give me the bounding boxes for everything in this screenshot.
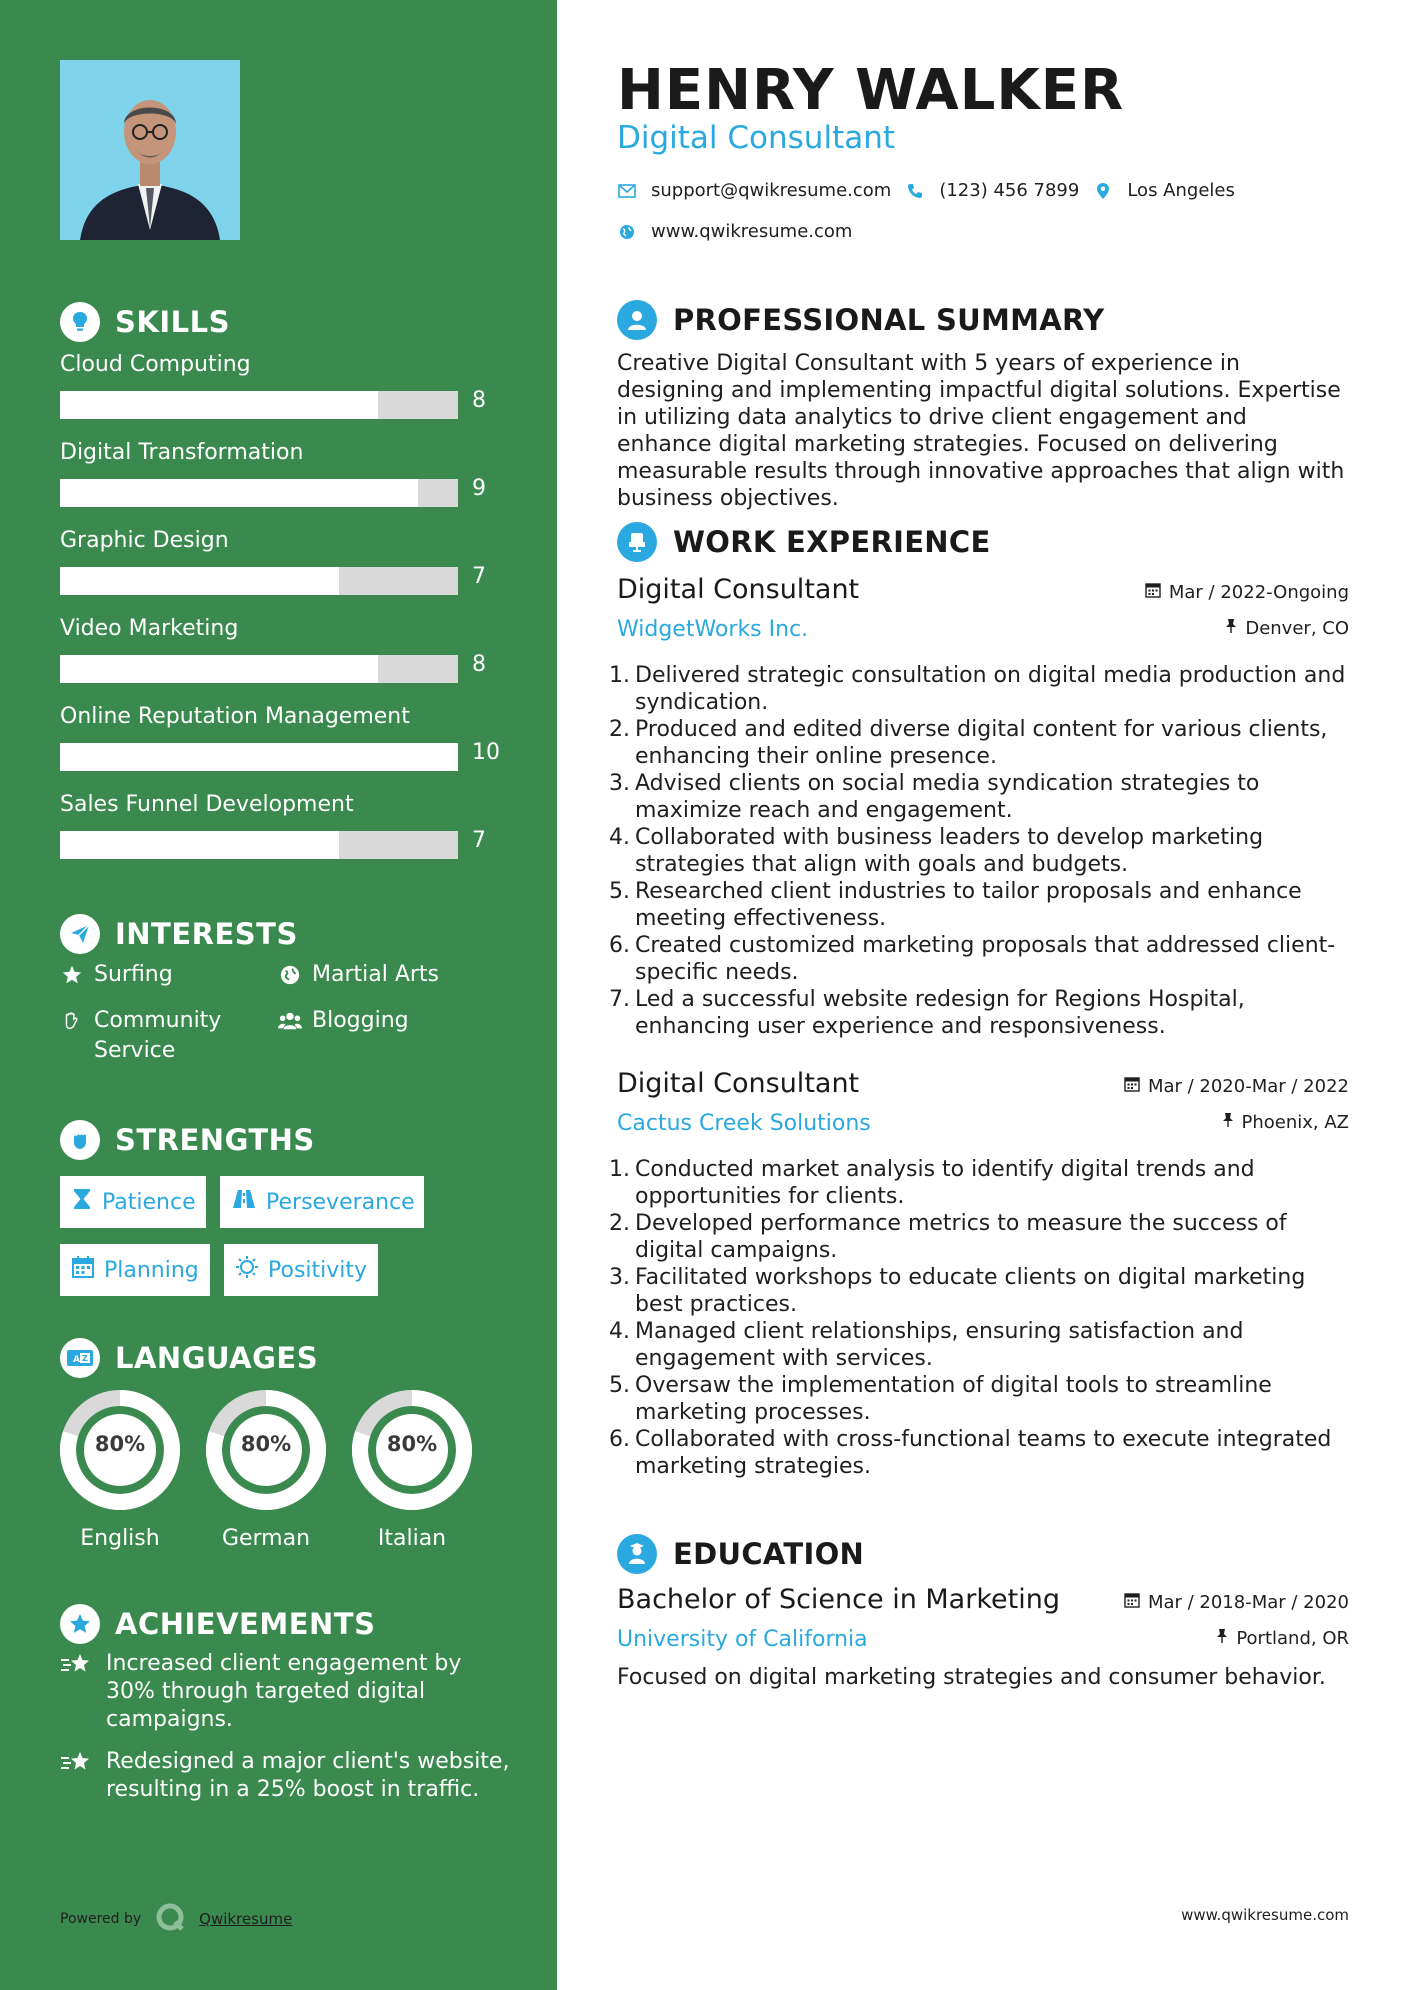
job-entry [609,1068,1349,1480]
skill-bar-fill [60,831,339,859]
summary-text: Creative Digital Consultant with 5 years of experience in designing and implementing impactful digital solutions. Expertise in utilizing data analytics to drive client engagement and enhance digital marketing strategies. Focused on delivering measurable results through innovative approaches that align with business objectives. [617,351,1345,511]
job-date-text: Mar / 2020-Mar / 2022 [1147,1076,1349,1097]
education-description: Focused on digital marketing strategies and consumer behavior. [617,1665,1326,1690]
skill-score: 8 [472,652,486,677]
list-item: 6. Created customized marketing proposals that addressed client-specific needs. [609,933,1336,985]
achievements-list [60,1650,510,1818]
education-heading [617,1534,864,1574]
job-location-text: Denver, CO [1245,618,1349,639]
job-location [1225,618,1349,639]
strengths-title: STRENGTHS [115,1123,315,1157]
interests-title: INTERESTS [115,917,298,951]
list-item: 3. Advised clients on social media syndication strategies to maximize reach and engagement. [609,771,1260,823]
language-icon [60,1338,100,1378]
language-item [204,1388,328,1551]
skill-item [60,702,500,790]
contact-phone[interactable]: (123) 456 7899 [939,180,1080,201]
interest-item [60,960,173,990]
languages-list [58,1388,498,1558]
skill-bar-fill [60,655,378,683]
language-name: Italian [377,1526,447,1551]
language-percent: 80% [94,1432,146,1456]
briefcase-icon [617,522,657,562]
interest-label: Service [94,1038,176,1063]
calendar-icon [1124,1592,1140,1613]
summary-title: PROFESSIONAL SUMMARY [673,303,1105,337]
skill-score: 7 [472,564,486,589]
globe-icon [278,960,302,990]
job-responsibilities [609,1156,1349,1480]
education-location-text: Portland, OR [1236,1628,1349,1649]
paper-plane-icon [60,914,100,954]
job-company: Cactus Creek Solutions [617,1111,871,1136]
skill-score: 7 [472,828,486,853]
pushpin-icon [1216,1628,1228,1649]
users-icon [278,1006,302,1036]
summary-heading [617,300,1104,340]
interest-label: Surfing [94,962,173,987]
skill-item [60,350,500,438]
envelope-icon [617,184,637,198]
skill-bar-fill [60,479,418,507]
job-company: WidgetWorks Inc. [617,617,809,642]
job-date-text: Mar / 2022-Ongoing [1168,582,1349,603]
sun-icon [236,1256,258,1284]
list-item: 1. Conducted market analysis to identify digital trends and opportunities for clients. [609,1157,1255,1209]
languages-heading [60,1338,318,1378]
job-title: Digital Consultant [617,1068,860,1099]
job-title: Digital Consultant [617,574,860,605]
interest-item [278,1006,409,1036]
graduate-icon [617,1534,657,1574]
strength-chip [220,1176,424,1228]
skill-name: Video Marketing [60,616,239,641]
hourglass-icon [72,1188,92,1216]
powered-by-label: Powered by [60,1911,142,1927]
job-date [1145,582,1349,603]
interest-label: Martial Arts [312,962,440,987]
skill-score: 9 [472,476,486,501]
achievement-text: Redesigned a major client's website, resulting in a 25% boost in traffic. [106,1749,510,1802]
education-title: EDUCATION [673,1537,865,1571]
fist-icon [60,1120,100,1160]
skill-name: Graphic Design [60,528,229,553]
job-responsibilities [609,662,1349,1040]
education-degree: Bachelor of Science in Marketing [617,1584,1060,1615]
interest-label: Community [94,1008,222,1033]
skills-heading [60,302,230,342]
education-location [1216,1628,1349,1649]
list-item: 2. Developed performance metrics to measure the success of digital campaigns. [609,1211,1287,1263]
skill-bar [60,743,458,771]
shooting-star-icon [60,1748,96,1804]
strength-chip [60,1244,210,1296]
skill-name: Online Reputation Management [60,704,410,729]
footer-website[interactable]: www.qwikresume.com [1181,1906,1349,1924]
experience-title: WORK EXPERIENCE [673,525,991,559]
list-item: 5. Oversaw the implementation of digital tools to streamline marketing processes. [609,1373,1272,1425]
job-entry [609,574,1349,1040]
list-item: 6. Collaborated with cross-functional teams to execute integrated marketing strategies. [609,1427,1332,1479]
candidate-role: Digital Consultant [617,120,896,156]
candidate-name: HENRY WALKER [617,58,1125,123]
contact-location: Los Angeles [1127,180,1235,201]
phone-icon [905,183,925,199]
star-badge-icon [60,1604,100,1644]
skill-bar [60,655,458,683]
skills-title: SKILLS [115,305,230,339]
skill-score: 8 [472,388,486,413]
skill-item [60,438,500,526]
contact-row [617,180,1235,201]
pushpin-icon [1225,618,1237,639]
skill-item [60,614,500,702]
achievement-item [60,1650,510,1734]
skill-bar [60,831,458,859]
globe-icon [617,224,637,240]
interest-label-group [94,1006,221,1066]
skill-bar [60,567,458,595]
contact-email[interactable]: support@qwikresume.com [651,180,892,201]
achievement-text: Increased client engagement by 30% through targeted digital campaigns. [106,1651,462,1732]
strength-label: Planning [104,1257,199,1283]
achievements-heading [60,1604,375,1644]
contact-row [617,221,852,242]
job-date [1124,1076,1349,1097]
skill-score: 10 [472,740,500,765]
skill-bar-fill [60,391,378,419]
skill-name: Digital Transformation [60,440,304,465]
language-name: German [221,1526,311,1551]
lightbulb-icon [60,302,100,342]
hand-icon [60,1006,84,1036]
powered-by [60,1902,292,1936]
calendar-icon [72,1256,94,1284]
shooting-star-icon [60,1650,96,1734]
qwikresume-link[interactable]: Qwikresume [199,1910,293,1928]
education-school: University of California [617,1627,868,1652]
skills-list [60,350,500,878]
user-icon [617,300,657,340]
education-date-text: Mar / 2018-Mar / 2020 [1147,1592,1349,1613]
list-item: 7. Led a successful website redesign for Regions Hospital, enhancing user experience and responsiveness. [609,987,1245,1039]
list-item: 5. Researched client industries to tailor proposals and enhance meeting effectiveness. [609,879,1302,931]
skill-name: Sales Funnel Development [60,792,354,817]
sidebar [0,0,557,1990]
list-item: 2. Produced and edited diverse digital content for various clients, enhancing their online presence. [609,717,1328,769]
road-icon [232,1189,256,1215]
strengths-heading [60,1120,315,1160]
skill-item [60,526,500,614]
map-pin-icon [1093,182,1113,200]
list-item: 3. Facilitated workshops to educate clients on digital marketing best practices. [609,1265,1306,1317]
skill-name: Cloud Computing [60,352,251,377]
interest-item [60,1006,221,1066]
education-entry [617,1584,1349,1692]
pushpin-icon [1222,1112,1234,1133]
language-item [350,1388,474,1551]
strength-label: Positivity [268,1257,368,1283]
skill-bar-fill [60,743,458,771]
svg-text:A: A [73,1355,80,1365]
strength-chip [60,1176,206,1228]
achievement-item [60,1748,510,1804]
list-item: 4. Managed client relationships, ensuring satisfaction and engagement with services. [609,1319,1244,1371]
job-location-text: Phoenix, AZ [1241,1112,1349,1133]
interest-label: Blogging [312,1008,409,1033]
language-item [58,1388,182,1551]
calendar-icon [1124,1076,1140,1097]
contact-website[interactable]: www.qwikresume.com [651,221,853,242]
svg-text:Z: Z [82,1354,88,1363]
qwikresume-logo-icon [155,1902,185,1936]
skill-bar [60,479,458,507]
strength-label: Perseverance [266,1189,415,1215]
interest-item [278,960,439,990]
calendar-icon [1145,582,1161,603]
language-percent: 80% [240,1432,292,1456]
list-item: 4. Collaborated with business leaders to develop marketing strategies that align with goals and budgets. [609,825,1264,877]
languages-title: LANGUAGES [115,1341,319,1375]
star-icon [60,960,84,990]
skill-bar [60,391,458,419]
language-name: English [80,1526,160,1551]
education-date [1124,1592,1349,1613]
job-location [1222,1112,1350,1133]
interests-heading [60,914,298,954]
profile-photo [60,60,240,240]
skill-bar-fill [60,567,339,595]
achievements-title: ACHIEVEMENTS [115,1607,376,1641]
strength-chip [224,1244,378,1296]
skill-item [60,790,500,878]
list-item: 1. Delivered strategic consultation on digital media production and syndication. [609,663,1346,715]
language-percent: 80% [386,1432,438,1456]
experience-heading [617,522,991,562]
strength-label: Patience [102,1189,196,1215]
